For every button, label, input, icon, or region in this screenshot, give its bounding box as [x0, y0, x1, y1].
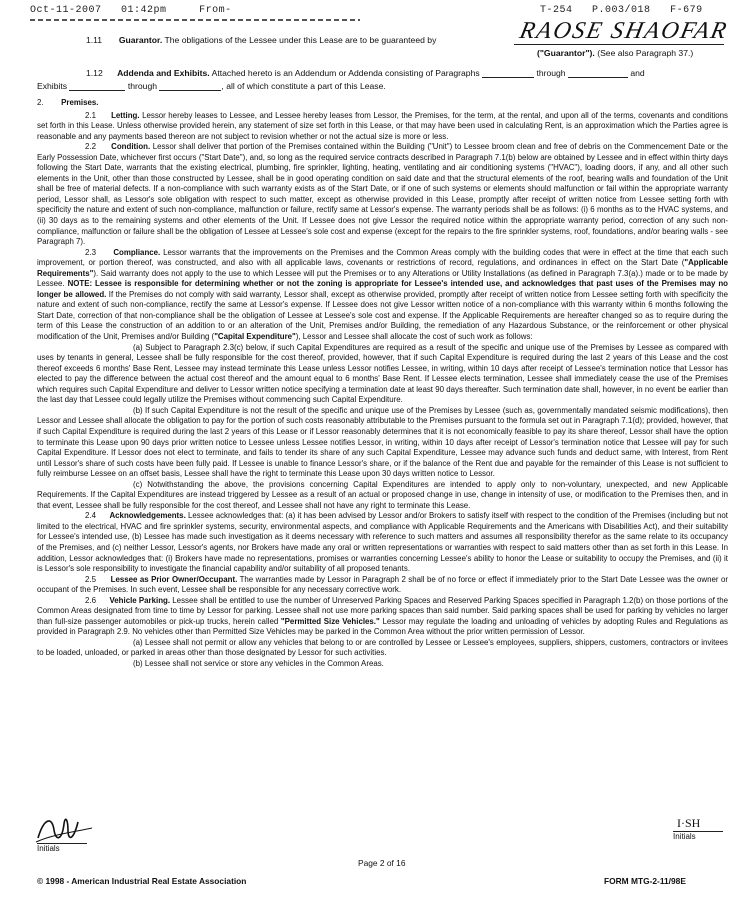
addenda-blank-1[interactable] — [482, 68, 534, 78]
initials-right-label: Initials — [673, 832, 696, 841]
addenda-text: Attached hereto is an Addendum or Addenda consisting of Paragraphs — [211, 68, 480, 78]
fax-header-left — [30, 5, 232, 16]
para-2-3-title: Compliance. — [113, 247, 161, 257]
fax-code: F-679 — [670, 5, 703, 16]
para-2-4-title: Acknowledgements. — [109, 511, 186, 521]
para-2-4 — [37, 511, 728, 574]
para-2-6-text-a: Lessee shall be entitled to use the number of Unreserved Parking Spaces and Reserved Parking Spaces specified in Paragraph 1.2(b) on those portions of the Common Areas designated from time to time by Lessor for parking. Lessee shall not use more parking spaces than said number. Said parking spaces shall be used for parking by vehicles no larger than full-size passenger automobiles or pick-up trucks, herein called — [37, 595, 728, 626]
para-2-5-number: 2.5 — [85, 574, 96, 584]
para-2-2-number: 2.2 — [85, 142, 96, 152]
para-2-2-title: Condition. — [111, 142, 151, 152]
para-2-6-permitted-size: "Permitted Size Vehicles." — [280, 616, 380, 626]
para-2-1-text: Lessor hereby leases to Lessee, and Lessee hereby leases from Lessor, the Premises, for the term, at the rental, and upon all of the terms, covenants and conditions set forth in this Lease. Unless otherwise provided herein, any statement of size set forth in this Lease, or that may have been used in calculating Rent, is an approximation which the Parties agree is reasonable and any payments based thereon are not subject to revision whether or not the actual size is more or less. — [37, 110, 728, 141]
fax-id: T-254 — [540, 5, 573, 16]
addenda-row — [86, 68, 645, 78]
fax-date: Oct-11-2007 — [30, 5, 102, 16]
para-2-3-text-a: Lessor warrants that the improvements on the Premises and the Common Areas comply with the building codes that were in effect at the time that each such improvement, or portion thereof, was constructed, and also with all applicable laws, covenants or restrictions of record, regulations, and ordinances in effect on the Start Date ( — [37, 247, 728, 268]
para-2-1-number: 2.1 — [85, 110, 96, 120]
para-2-2 — [37, 142, 728, 247]
para-number-111: 1.11 — [86, 35, 103, 45]
guarantor-signature-line — [514, 44, 724, 45]
addenda-and: and — [630, 68, 645, 78]
fax-time: 01:42pm — [121, 5, 167, 16]
footer-copyright: © 1998 - American Industrial Real Estate Association — [37, 876, 247, 886]
para-2-2-text: Lessor shall deliver that portion of the Premises contained within the Building ("Unit") to Lessee broom clean and free of debris on the Commencement Date or the Early Possession Date, whichever first occurs ("Start Date"), and, so long as the required service contracts described in Paragraph 7.1(b) below are obtained by Lessee and in effect within thirty days following the Start Date, warrants that the existing electrical, plumbing, fire sprinkler, lighting, heating, ventilating and air conditioning systems ("HVAC"), loading doors, if any, and all other such elements in the Unit, other than those constructed by Lessee, shall be in good operating condition on said date and that the structural elements of the roof, bearing walls and foundation of the Unit shall be free of material defects. If a non-compliance with such warranty exists as of the Start Date, or if one of such systems or elements should malfunction or fail within the appropriate warranty period, Lessor shall, as Lessor's sole obligation with respect to such matter, except as otherwise provided in this Lease, promptly after receipt of written notice from Lessee setting forth with specificity the nature and extent of such non-compliance, malfunction or failure, rectify same at Lessor's expense. The warranty periods shall be as follows: (i) 6 months as to the HVAC systems, and (ii) 30 days as to the remaining systems and other elements of the Unit. If Lessee does not give Lessor the required notice within the appropriate warranty period, correction of any such non-compliance, malfunction or failure shall be the obligation of Lessee at Lessee's sole cost and expense (except for the repairs to the fire sprinkler systems, roof, foundations, and/or bearing walls - see Paragraph 7). — [37, 142, 728, 247]
exhibits-label: Exhibits — [37, 81, 68, 91]
exhibits-tail: , all of which constitute a part of this Lease. — [221, 81, 386, 91]
initials-left-label: Initials — [37, 844, 60, 853]
para-2-3-note: NOTE: Lessee is responsible for determining whether or not the zoning is appropriate for Lessee's intended use, and acknowledges that past uses of the Premises may no longer be allowed. — [37, 279, 728, 299]
para-2-5 — [37, 575, 728, 596]
para-2-4-text: Lessee acknowledges that: (a) it has been advised by Lessor and/or Brokers to satisfy itself with respect to the condition of the Premises (including but not limited to the electrical, HVAC and fire sprinkler systems, security, environmental aspects, and compliance with Applicable Requirements and the Americans with Disabilities Act), and their suitability for Lessee's intended use, (b) Lessee has made such investigation as it deems necessary with reference to such matters and assumes all responsibility therefor as the same relate to its occupancy of the Premises, and (c) neither Lessor, Lessor's agents, nor Brokers have made any oral or written representations or warranties with respect to said matters other than as set forth in this Lease. In addition, Lessor acknowledges that: (i) Brokers have made no representations, promises or warranties concerning Lessee's ability to honor the Lease or suitability to occupy the Premises, and (ii) it is Lessor's sole responsibility to investigate the financial capability and/or suitability of all proposed tenants. — [37, 511, 728, 574]
para-2-1-title: Letting. — [111, 110, 140, 120]
para-2-5-title: Lessee as Prior Owner/Occupant. — [110, 574, 238, 584]
para-2-3-number: 2.3 — [85, 247, 96, 257]
para-2-5-text: The warranties made by Lessor in Paragraph 2 shall be of no force or effect if immediately prior to the Start Date Lessee was the owner or occupant of the Premises. In such event, Lessee shall be responsible for any necessary corrective work. — [37, 574, 728, 595]
para-2-3-capital-expenditure: "Capital Expenditure" — [214, 332, 296, 342]
footer-page-number: Page 2 of 16 — [358, 858, 406, 868]
para-2-4-number: 2.4 — [85, 511, 96, 521]
section-title: Premises. — [61, 98, 99, 107]
para-2-3-applicable-requirements: "Applicable Requirements" — [37, 258, 728, 278]
addenda-blank-2[interactable] — [568, 68, 628, 78]
para-2-6-a: (a) Lessee shall not permit or allow any vehicles that belong to or are controlled by Lessee or Lessee's employees, suppliers, shippers, customers, contractors or invitees to be loaded, unloaded, or parked in areas other than those designated by Lessor for such activities. — [37, 637, 728, 658]
initials-left — [37, 843, 87, 853]
guarantor-signature-name: RAOSE SHAOFAR — [517, 18, 731, 44]
guarantor-suffix-text: (See also Paragraph 37.) — [597, 48, 694, 58]
para-2-3-b: (b) If such Capital Expenditure is not the result of the specific and unique use of the Premises by Lessee (such as, governmentally mandated seismic modifications), then Lessor and Lessee shall allocate the obligation to pay for the portion of such costs reasonably attributable to the Premises pursuant to the formula set out in Paragraph 7.1(d); provided, however, that if such Capital Expenditure is required during the last 2 years of this Lease or if Lessor reasonably determines that it is not economically feasible to pay its share thereof, Lessor shall have the option to terminate this Lease upon 90 days prior written notice to Lessee unless Lessee notifies Lessor, in writing, within 10 days after receipt of Lessor's termination notice that Lessee will pay for such Capital Expenditure. If Lessor does not elect to terminate, and fails to tender its share of any such Capital Expenditure, Lessee may advance such funds and deduct same, with Interest, from Rent until Lessor's share of such costs have been fully paid. If Lessee is unable to finance Lessor's share, or if the balance of the Rent due and payable for the remainder of this Lease is not sufficient to fully reimburse Lessee on an offset basis, Lessee shall have the right to terminate this Lease upon 30 days written notice to Lessor. — [37, 405, 728, 479]
initials-right-mark: I·SH — [677, 816, 701, 830]
guarantor-suffix — [537, 48, 693, 58]
para-2-3-text-b: ). Said warranty does not apply to the use to which Lessee will put the Premises or to any Alterations or Utility Installations (as defined in Paragraph 7.3(a).) made or to be made by Lessee. — [37, 268, 728, 289]
section-2-heading — [37, 98, 728, 109]
fax-from: From- — [199, 5, 232, 16]
guarantor-suffix-bold: ("Guarantor"). — [537, 48, 595, 58]
para-2-3 — [37, 248, 728, 343]
section-2-body — [37, 98, 728, 834]
cutoff-text-remnant — [30, 17, 360, 22]
guarantor-text: The obligations of the Lessee under this Lease are to be guaranteed by — [164, 35, 437, 45]
addenda-label: Addenda and Exhibits. — [117, 68, 210, 78]
exhibits-blank-2[interactable] — [159, 81, 221, 91]
para-2-3-text-d: ), Lessor and Lessee shall allocate the cost of such work as follows: — [295, 332, 533, 342]
para-2-6 — [37, 596, 728, 638]
para-2-6-title: Vehicle Parking. — [109, 595, 171, 605]
section-number: 2. — [37, 98, 44, 107]
para-2-3-a: (a) Subject to Paragraph 2.3(c) below, if such Capital Expenditures are required as a result of the specific and unique use of the Premises by Lessee as compared with uses by tenants in general, Lessee shall be fully responsible for the cost thereof, provided, however, that if such Capital Expenditure is required during the last 2 years of this Lease and the cost thereof exceeds 6 months' Base Rent, Lessee may instead terminate this Lease unless Lessor notifies Lessee, in writing, within 10 days after receipt of Lessee's termination notice that Lessor has elected to pay the difference between the actual cost thereof and the amount equal to 6 months' Base Rent. If Lessee elects termination, Lessee shall immediately cease the use of the Premises which requires such Capital Expenditure and deliver to Lessor written notice specifying a termination date at least 90 days thereafter. Such termination date shall, however, in no event be earlier than the last day that Lessee could legally utilize the Premises without commencing such Capital Expenditure. — [37, 342, 728, 405]
para-number-112: 1.12 — [86, 68, 103, 78]
para-2-6-b: (b) Lessee shall not service or store any vehicles in the Common Areas. — [133, 658, 384, 668]
exhibits-through: through — [127, 81, 158, 91]
para-2-6-number: 2.6 — [85, 595, 96, 605]
para-2-1 — [37, 111, 728, 143]
para-2-6-text-b: Lessor may regulate the loading and unloading of vehicles by adopting Rules and Regulations as provided in Paragraph 2.9. No vehicles other than Permitted Size Vehicles may be parked in the Common Area without the prior written permission of Lessor. — [37, 616, 728, 637]
fax-page: P.003/018 — [592, 5, 651, 16]
fax-header-right — [540, 5, 703, 16]
para-2-3-text-c: If the Premises do not comply with said warranty, Lessor shall, except as otherwise provided, promptly after receipt of written notice from Lessee setting forth with specificity the nature and extent of such non-compliance, rectify the same at Lessor's expense. If Lessee does not give Lessor written notice of a non-compliance with this warranty within 6 months following the Start Date, correction of that non-compliance shall be the obligation of Lessee at Lessee's sole cost and expense. If the Applicable Requirements are hereafter changed so as to require during the term of this Lease the construction of an addition to or an alteration of the Unit, Premises and/or Building, the remediation of any Hazardous Substance, or the reinforcement or other physical modification of the Unit, Premises and/or Building ( — [37, 289, 728, 342]
addenda-through-1: through — [536, 68, 566, 78]
handwritten-initials-scribble — [34, 812, 94, 846]
guarantor-row — [86, 35, 436, 45]
initials-right — [673, 816, 723, 841]
exhibits-row — [37, 81, 386, 91]
guarantor-label: Guarantor. — [118, 35, 163, 45]
para-2-3-c: (c) Notwithstanding the above, the provisions concerning Capital Expenditures are intended to apply only to non-voluntary, unexpected, and new Applicable Requirements. If the Capital Expenditures are instead triggered by Lessee as a result of an actual or proposed change in use, change in intensity of use, or modification to the Premises then, and in that event, Lessee shall be fully responsible for the cost thereof, and Lessee shall not have any right to terminate this Lease. — [37, 479, 728, 510]
footer-form-number: FORM MTG-2-11/98E — [604, 876, 686, 886]
exhibits-blank-1[interactable] — [69, 81, 125, 91]
